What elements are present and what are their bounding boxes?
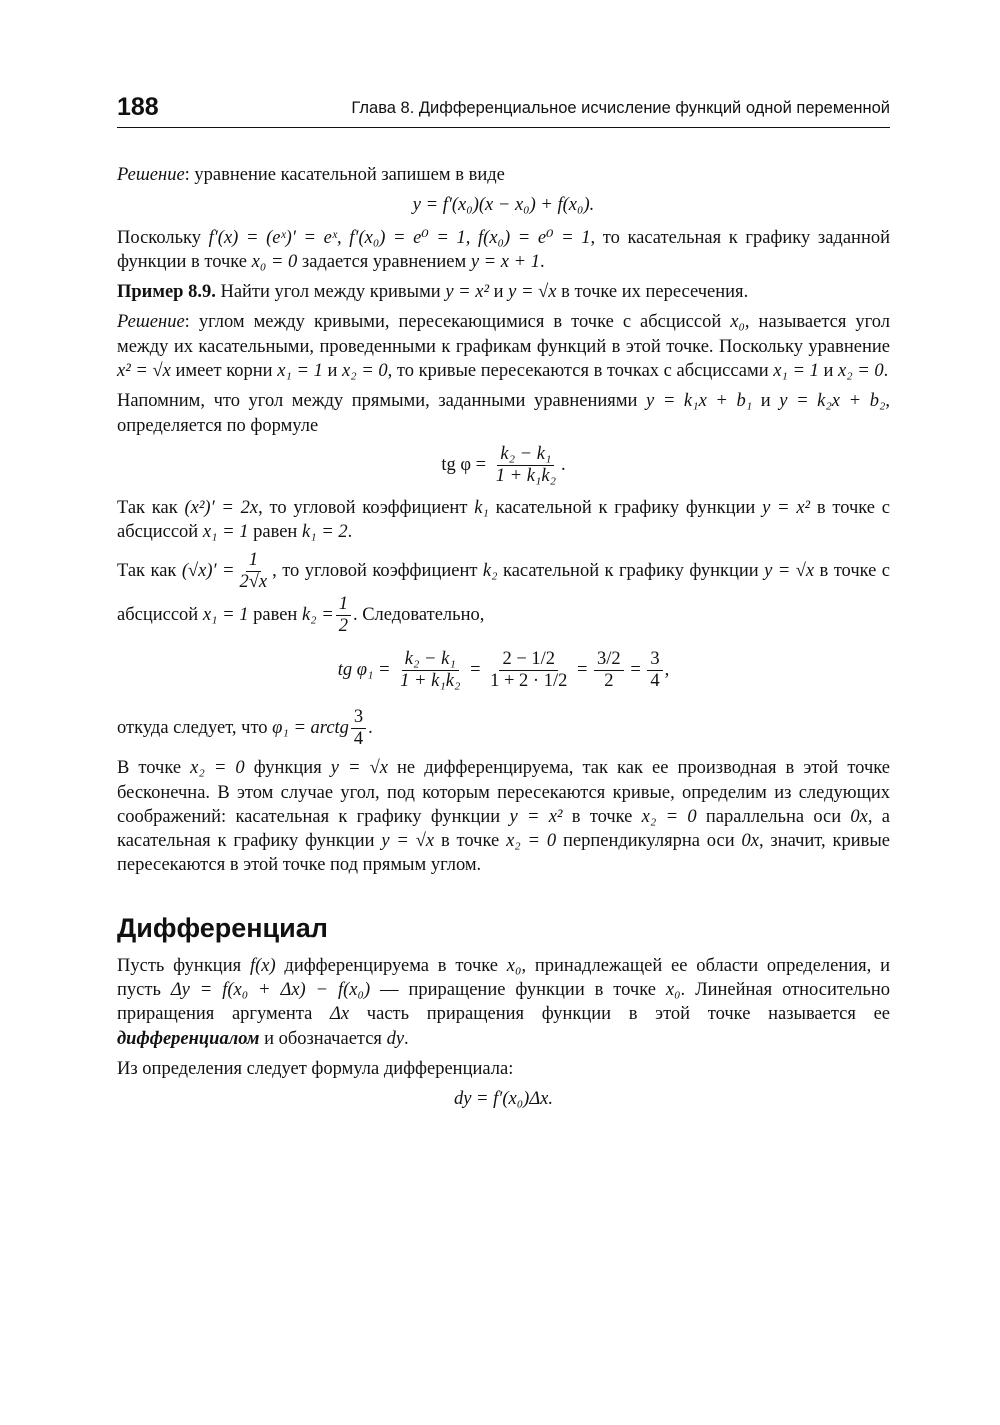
text: в точке [434, 831, 507, 852]
text: , принадлежащей ее области определения, и пусть [117, 955, 890, 1000]
math: y = x² [509, 806, 563, 827]
text: в точке с абсциссой [117, 561, 891, 625]
punct: . [368, 717, 373, 738]
formula-lhs: tg φ = [441, 454, 487, 475]
paragraph-point [117, 756, 890, 877]
text: и [752, 391, 780, 412]
text: равен [248, 604, 302, 625]
math: dy [386, 1028, 405, 1049]
math: x₁ = 1 [202, 604, 249, 625]
formula-tangent: y = f′(x₀)(x − x₀) + f(x₀). [412, 195, 595, 216]
text: равен [248, 521, 302, 542]
text: и [818, 361, 839, 382]
denominator: 2 [604, 671, 614, 692]
math: Δy = f(x₀ + Δx) − f(x₀) [170, 980, 371, 1000]
text: откуда следует, что [117, 717, 273, 738]
fraction [397, 649, 463, 693]
math: x₂ = 0 [342, 361, 388, 382]
math: φ₁ = arctg [272, 717, 349, 738]
math: x² = √x [117, 361, 171, 382]
text: : углом между кривыми, пересекающимися в точке с абсциссой [184, 312, 731, 333]
text: . [883, 361, 889, 382]
paragraph-definition: Из определения следует формула дифференциала: [117, 1058, 514, 1079]
formula-lhs: tg φ₁ = [337, 660, 391, 681]
fraction [493, 444, 559, 488]
math: k₁ = 2 [301, 521, 348, 542]
math: x₂ = 0 [190, 758, 245, 779]
paragraph-since [117, 226, 890, 275]
math: (x²)′ = 2x [184, 497, 259, 518]
math: (√x)′ = [181, 561, 235, 582]
math: y = √x [508, 282, 557, 303]
math: x₀ [506, 955, 522, 976]
math: y = √x [764, 561, 815, 582]
solution-lead: Решение [117, 165, 185, 185]
text: — приращение функции в точке [370, 980, 666, 1000]
math: k₁ [474, 497, 489, 518]
math: x₂ = 0 [506, 831, 557, 852]
math: k₂ = [301, 604, 334, 625]
denominator: 4 [650, 671, 660, 692]
text: Найти угол между кривыми [215, 282, 446, 303]
text: . [347, 521, 353, 542]
punct: . [561, 454, 566, 475]
fraction [237, 550, 271, 594]
page-body [117, 163, 890, 1119]
paragraph-arctg [117, 707, 890, 751]
text: , определяется по формуле [117, 391, 891, 436]
math: x₁ = 1 [277, 361, 323, 382]
fraction [487, 649, 570, 693]
text: перпендикулярна оси [556, 831, 742, 852]
text: , то угловой коэффициент [272, 561, 483, 582]
numerator: 3 [351, 707, 366, 729]
text: имеет корни [170, 361, 278, 382]
fraction [594, 649, 624, 693]
text: и обозначается [259, 1028, 387, 1049]
text: в точке с абсциссой [117, 497, 890, 542]
solution-2 [117, 310, 890, 383]
text: Так как [117, 561, 182, 582]
formula-tg-angle [117, 444, 890, 488]
defined-term: дифференциалом [117, 1028, 260, 1049]
text: , а касательная к графику функции [117, 806, 890, 852]
denominator: 2 [338, 615, 348, 636]
math: x₀ [730, 312, 745, 333]
math: y = x² [762, 497, 811, 518]
math: y = √x [381, 831, 435, 852]
text: и [322, 361, 342, 382]
formula-tg-phi1 [117, 649, 890, 693]
text: касательной к графику функции [488, 497, 763, 518]
text: не дифференцируема, так как ее производная в этой точке бесконечна. В этом случае угол, под которым пересекаются кривые, определим из следующих соображений: касательная к графику функции [117, 758, 890, 827]
text: дифференцируема в точке [275, 955, 507, 976]
text: в точке [562, 806, 642, 827]
text: и [489, 282, 509, 303]
text: Поскольку [117, 227, 209, 248]
numerator: 3 [647, 649, 662, 671]
equals-sign: = [576, 660, 588, 681]
math: f(x) [249, 955, 276, 976]
numerator: k₂ − k₁ [402, 649, 459, 671]
math: y = k₁x + b₁ [646, 391, 753, 412]
text: часть приращения функции в этой точке называется ее [349, 1004, 890, 1025]
numerator: 3/2 [594, 649, 624, 671]
math: 0x [850, 806, 868, 827]
text: задается уравнением [297, 251, 471, 272]
text: . Следовательно, [352, 604, 485, 625]
math: Δx [330, 1004, 350, 1025]
math: 0x [741, 831, 759, 852]
math: y = √x [330, 758, 388, 779]
numerator: 2 − 1/2 [499, 649, 558, 671]
text: функция [244, 758, 331, 779]
text: В точке [117, 758, 191, 779]
paragraph-k1 [117, 496, 890, 545]
page-header [117, 93, 890, 128]
text: касательной к графику функции [497, 561, 765, 582]
denominator: 4 [353, 728, 364, 749]
equals-sign: = [630, 660, 641, 681]
math: x₀ = 0 [251, 251, 298, 272]
denominator: 1 + 2 · 1/2 [490, 671, 568, 692]
denominator: 2√x [239, 572, 268, 593]
fraction [336, 594, 351, 638]
math: x₁ = 1 [202, 521, 249, 542]
math: k₂ [482, 561, 498, 582]
paragraph-recall [117, 389, 890, 438]
text: , то кривые пересекаются в точках с абсциссами [387, 361, 774, 382]
page-number: 188 [117, 93, 159, 121]
math: x₂ = 0 [641, 806, 697, 827]
paragraph-differential [117, 954, 890, 1051]
text: , то угловой коэффициент [258, 497, 475, 518]
math: x₀ [665, 980, 681, 1000]
math: x₂ = 0 [838, 361, 884, 382]
math: f′(x) = (eˣ)′ = eˣ, f′(x₀) = e⁰ = 1, f(x₀) = e⁰ = 1 [208, 227, 591, 248]
solution-text: : уравнение касательной запишем в виде [184, 165, 505, 185]
math: y = x² [445, 282, 490, 303]
solution-lead: Решение [117, 312, 185, 333]
numerator: 1 [246, 550, 261, 572]
numerator: k₂ − k₁ [497, 444, 554, 466]
denominator: 1 + k₁k₂ [495, 466, 557, 487]
math: y = k₂x + b₂ [779, 391, 886, 412]
text: . Линейная относительно приращения аргумента [117, 980, 890, 1025]
example-8-9 [117, 280, 890, 304]
math: x₁ = 1 [773, 361, 819, 382]
text: , называется угол между их касательными, проведенными к графикам функций в этой точке. Поскольку уравнение [117, 312, 890, 357]
section-heading: Дифференциал [117, 912, 328, 943]
text: Пусть функция [117, 955, 250, 976]
text: . [404, 1028, 409, 1049]
running-title: Глава 8. Дифференциальное исчисление функций одной переменной [351, 99, 890, 117]
text: параллельна оси [696, 806, 851, 827]
text: Напомним, что угол между прямыми, заданными уравнениями [117, 391, 647, 412]
punct: , [664, 660, 670, 681]
text: в точке их пересечения. [556, 282, 749, 303]
math: y = x + 1 [470, 251, 540, 272]
text: . [539, 251, 545, 272]
text: , то касательная к графику заданной функции в точке [117, 227, 890, 272]
formula-differential: dy = f′(x₀)Δx. [453, 1089, 554, 1110]
text: Так как [117, 497, 185, 518]
equals-sign: = [470, 660, 481, 681]
paragraph-k2 [117, 550, 890, 637]
numerator: 1 [336, 594, 351, 616]
example-label: Пример 8.9. [117, 282, 216, 303]
fraction [351, 707, 366, 751]
denominator: 1 + k₁k₂ [400, 671, 461, 692]
solution-1 [117, 163, 890, 187]
text: , значит, кривые пересекаются в этой точке под прямым углом. [117, 831, 890, 876]
fraction [647, 649, 662, 693]
